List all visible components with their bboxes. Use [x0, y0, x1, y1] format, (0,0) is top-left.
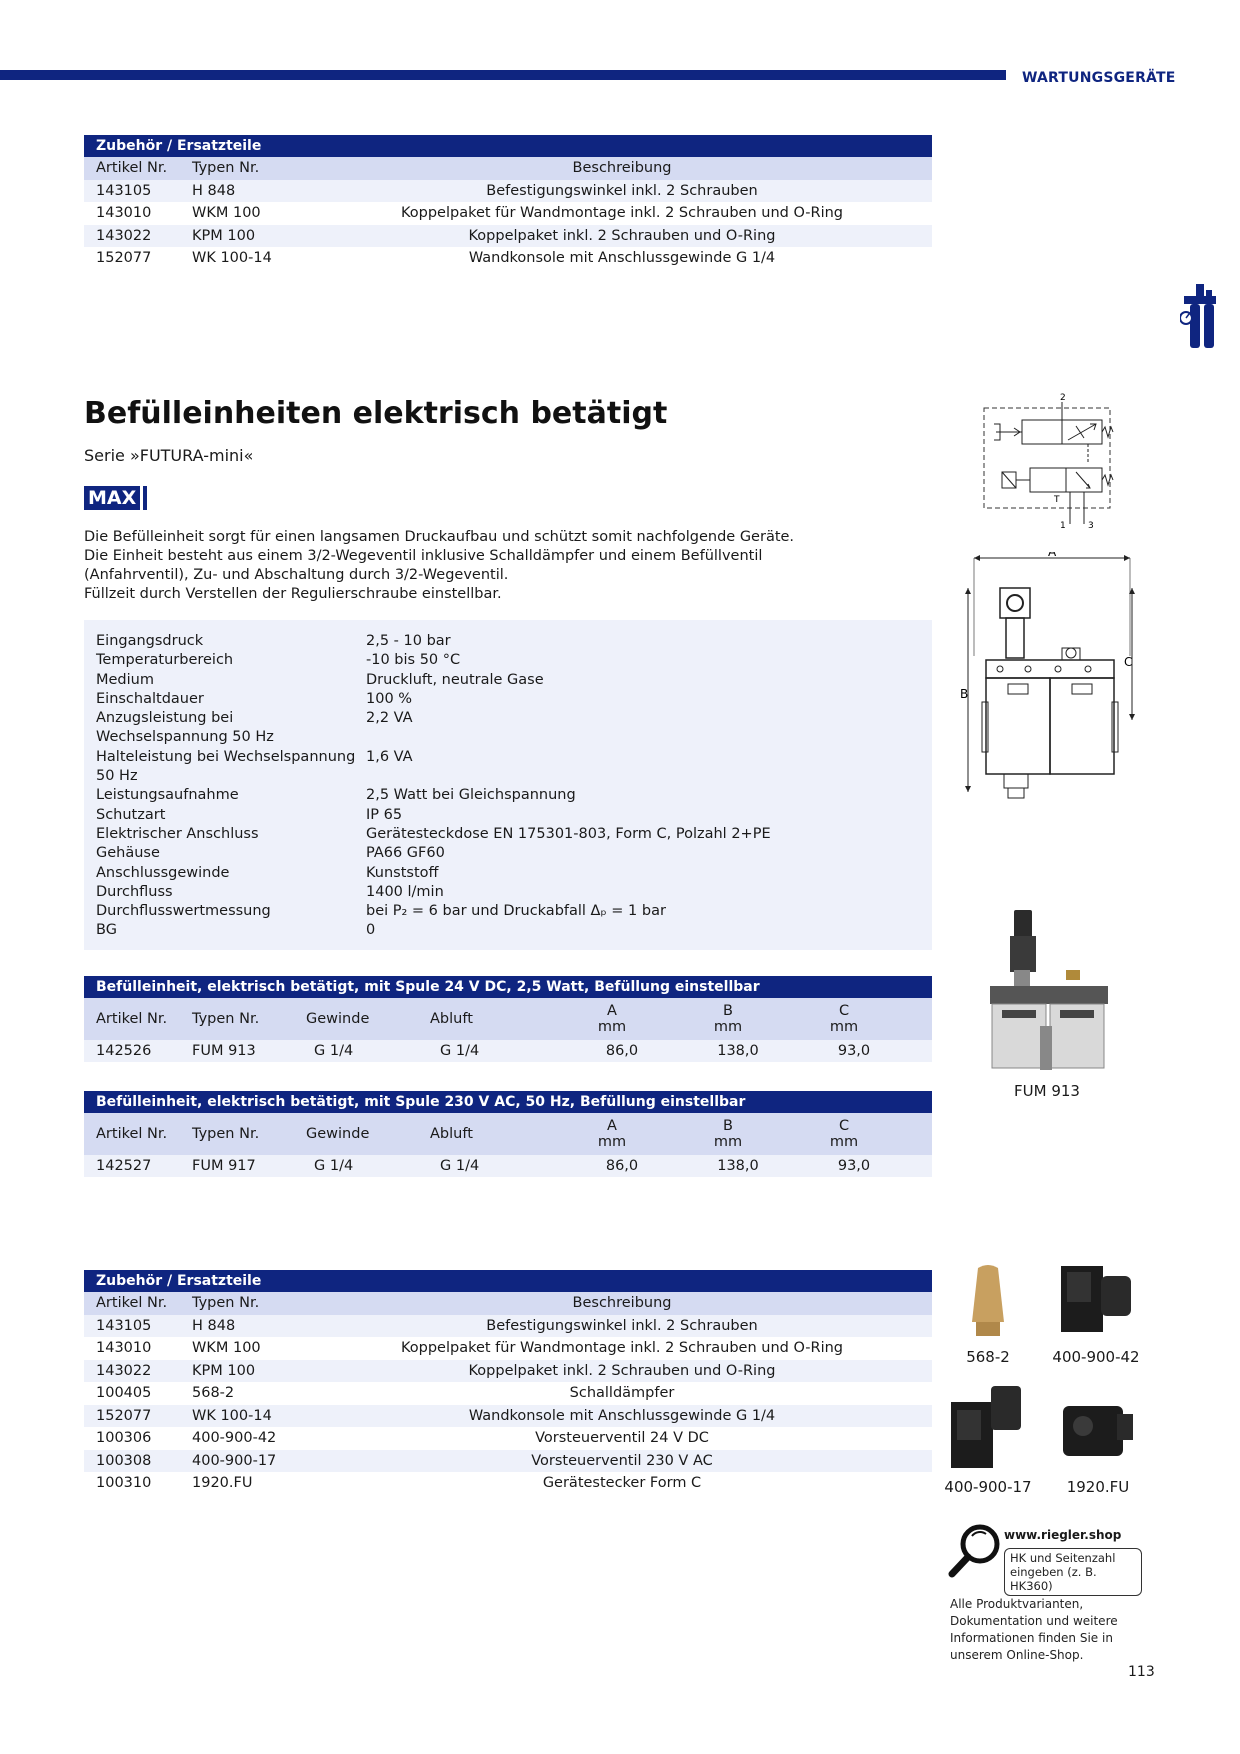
header-bar [0, 70, 1006, 80]
spec-value: 2,5 - 10 bar [366, 633, 451, 649]
spec-value: 2,2 VA [366, 710, 413, 727]
shop-hint-box: HK und Seitenzahl eingeben (z. B. HK360) [1004, 1548, 1142, 1596]
table-cell: Wandkonsole mit Anschlussgewinde G 1/4 [312, 247, 932, 270]
spec-value: 100 % [366, 690, 413, 707]
table-cell: 143022 [84, 225, 192, 248]
table-row [84, 1450, 932, 1473]
table-cell: H 848 [192, 180, 312, 203]
spec-value [366, 767, 932, 786]
table-cell: 143105 [84, 180, 192, 203]
accessories-table-top [84, 135, 932, 270]
table-row [84, 247, 932, 270]
column-header: Artikel Nr. [84, 157, 192, 180]
dim-label-a: A [1048, 552, 1057, 559]
spec-value: 1,6 VA [366, 748, 413, 765]
spec-table [84, 620, 932, 950]
table-row [84, 1382, 932, 1405]
table-cell: 100405 [84, 1382, 192, 1405]
table-header-row [84, 1292, 932, 1315]
spec-value: 1400 l/min [366, 883, 444, 900]
spec-key: Anzugsleistung bei [96, 710, 234, 727]
table-title: Zubehör / Ersatzteile [84, 1270, 932, 1292]
table-cell: WKM 100 [192, 202, 312, 225]
table-cell: Schalldämpfer [312, 1382, 932, 1405]
spec-key: Schutzart [96, 806, 166, 823]
table-cell: 100308 [84, 1450, 192, 1473]
spec-value: bei P₂ = 6 bar und Druckabfall Δₚ = 1 bar [366, 903, 666, 920]
spec-row [84, 767, 932, 786]
shop-link[interactable]: www.riegler.shop [1004, 1528, 1122, 1542]
table-cell: 400-900-42 [192, 1427, 312, 1450]
spec-key: Wechselspannung 50 Hz [96, 729, 274, 746]
product-photo-fum913 [980, 906, 1114, 1100]
pilot-valve-230v-image: 400-900-17 [938, 1382, 1038, 1496]
spec-row [84, 709, 932, 728]
spec-key: Gehäuse [96, 845, 160, 862]
spec-key: Medium [96, 671, 154, 688]
product-table-title: Befülleinheit, elektrisch betätigt, mit Spule 230 V AC, 50 Hz, Befüllung einstellbar [84, 1091, 932, 1113]
spec-key: Anschlussgewinde [96, 864, 230, 881]
dimension-drawing [960, 552, 1140, 806]
table-cell: Koppelpaket für Wandmontage inkl. 2 Schrauben und O-Ring [312, 1337, 932, 1360]
table-row [84, 1405, 932, 1428]
table-row [84, 1337, 932, 1360]
spec-row [84, 844, 932, 863]
plug-connector-image: 1920.FU [1048, 1392, 1148, 1496]
table-cell: Wandkonsole mit Anschlussgewinde G 1/4 [312, 1405, 932, 1428]
spec-key: Durchflusswertmessung [96, 903, 271, 920]
table-title: Zubehör / Ersatzteile [84, 135, 932, 157]
dim-label-b: B [960, 687, 969, 701]
section-label: WARTUNGSGERÄTE [1022, 70, 1176, 86]
spec-key: Temperaturbereich [96, 652, 234, 669]
intro-text: Die Befülleinheit sorgt für einen langsamen Druckaufbau und schützt somit nachfolgende Geräte. Die Einheit besteht aus einem 3/2-Wegeventil inklusive Schalldämpfer und einem Befüllventil (Anfahrventil), Zu- und Abschaltung durch 3/2-Wegeventil. Füllzeit durch Verstellen der Regulierschraube einstellbar. [84, 529, 795, 602]
spec-row [84, 651, 932, 670]
maintenance-unit-icon [1180, 282, 1220, 360]
spec-key: Einschaltdauer [96, 690, 204, 707]
spec-key: Eingangsdruck [96, 633, 204, 649]
spec-value: Kunststoff [366, 864, 439, 881]
table-row [84, 202, 932, 225]
table-cell: Koppelpaket inkl. 2 Schrauben und O-Ring [312, 1360, 932, 1383]
spec-value: IP 65 [366, 806, 403, 823]
table-cell: Koppelpaket für Wandmontage inkl. 2 Schrauben und O-Ring [312, 202, 932, 225]
spec-row [84, 632, 932, 651]
table-row [84, 180, 932, 203]
table-cell: Koppelpaket inkl. 2 Schrauben und O-Ring [312, 225, 932, 248]
spec-key: Durchfluss [96, 883, 173, 900]
table-cell: 400-900-17 [192, 1450, 312, 1473]
table-cell: 143010 [84, 202, 192, 225]
table-cell: WK 100-14 [192, 247, 312, 270]
spec-row [84, 728, 932, 747]
spec-key: BG [96, 922, 117, 939]
spec-row [84, 864, 932, 883]
table-cell: 100306 [84, 1427, 192, 1450]
table-cell: H 848 [192, 1315, 312, 1338]
series-label: Serie »FUTURA-mini« [84, 446, 254, 465]
product-table-title: Befülleinheit, elektrisch betätigt, mit Spule 24 V DC, 2,5 Watt, Befüllung einstellbar [84, 976, 932, 998]
product-table-header: Artikel Nr. Typen Nr. Gewinde Abluft A mm B mm C mm [84, 1113, 932, 1155]
table-row [84, 1360, 932, 1383]
spec-row [84, 806, 932, 825]
product-table-24v [84, 976, 932, 1062]
table-row: 142526 FUM 913 G 1/4 G 1/4 86,0 138,0 93,0 [84, 1040, 932, 1062]
max-badge [84, 486, 147, 510]
spec-value: 0 [366, 922, 376, 939]
column-header: Typen Nr. [192, 1292, 312, 1315]
table-cell: KPM 100 [192, 1360, 312, 1383]
table-cell: 568-2 [192, 1382, 312, 1405]
pneumatic-schematic [980, 392, 1114, 534]
table-cell: 143010 [84, 1337, 192, 1360]
table-row: 142527 FUM 917 G 1/4 G 1/4 86,0 138,0 93,0 [84, 1155, 932, 1177]
product-table-230v [84, 1091, 932, 1177]
table-row [84, 225, 932, 248]
table-cell: KPM 100 [192, 225, 312, 248]
product-caption: FUM 913 [1014, 1082, 1080, 1100]
port-label-3: 3 [1088, 521, 1094, 530]
spec-row [84, 921, 932, 940]
dim-label-c: C [1124, 655, 1133, 669]
spec-row [84, 748, 932, 767]
table-cell: Vorsteuerventil 24 V DC [312, 1427, 932, 1450]
table-row [84, 1427, 932, 1450]
table-row [84, 1472, 932, 1495]
spec-value: Druckluft, neutrale Gase [366, 671, 544, 688]
spec-row [84, 902, 932, 921]
table-cell: 152077 [84, 1405, 192, 1428]
table-row [84, 1315, 932, 1338]
column-header: Beschreibung [312, 1292, 932, 1315]
spec-row [84, 671, 932, 690]
column-header: Typen Nr. [192, 157, 312, 180]
spec-row [84, 883, 932, 902]
table-cell: Gerätestecker Form C [312, 1472, 932, 1495]
spec-row [84, 786, 932, 805]
spec-key: Halteleistung bei Wechselspannung [96, 748, 356, 765]
spec-value: Gerätesteckdose EN 175301-803, Form C, Polzahl 2+PE [366, 825, 771, 842]
spec-value: 2,5 Watt bei Gleichspannung [366, 787, 576, 804]
table-header-row [84, 157, 932, 180]
table-cell: 1920.FU [192, 1472, 312, 1495]
spec-key: Elektrischer Anschluss [96, 825, 259, 842]
table-cell: Befestigungswinkel inkl. 2 Schrauben [312, 1315, 932, 1338]
table-cell: 143105 [84, 1315, 192, 1338]
page-number: 113 [1128, 1664, 1155, 1680]
spec-value: -10 bis 50 °C [366, 652, 461, 669]
accessories-table-bottom [84, 1270, 932, 1495]
page-title: Befülleinheiten elektrisch betätigt [84, 396, 668, 431]
table-cell: WKM 100 [192, 1337, 312, 1360]
table-cell: 152077 [84, 247, 192, 270]
spec-key: 50 Hz [96, 768, 138, 785]
port-label-2: 2 [1060, 393, 1066, 403]
spec-value [366, 728, 932, 747]
table-cell: 100310 [84, 1472, 192, 1495]
product-table-header: Artikel Nr. Typen Nr. Gewinde Abluft A mm B mm C mm [84, 998, 932, 1040]
pilot-valve-24v-image: 400-900-42 [1046, 1262, 1146, 1366]
spec-row [84, 690, 932, 709]
table-cell: 143022 [84, 1360, 192, 1383]
table-cell: WK 100-14 [192, 1405, 312, 1428]
spec-row [84, 825, 932, 844]
shop-note: Alle Produktvarianten, Dokumentation und weitere Informationen finden Sie in unserem Online-Shop. [950, 1597, 1118, 1662]
port-label-t: T [1054, 495, 1060, 505]
column-header: Artikel Nr. [84, 1292, 192, 1315]
magnifier-icon [946, 1522, 1004, 1584]
port-label-1: 1 [1060, 521, 1066, 530]
silencer-image: 568-2 [948, 1262, 1028, 1366]
spec-value: PA66 GF60 [366, 845, 445, 862]
table-cell: Befestigungswinkel inkl. 2 Schrauben [312, 180, 932, 203]
spec-key: Leistungsaufnahme [96, 787, 239, 804]
column-header: Beschreibung [312, 157, 932, 180]
max-badge-label: MAX [84, 486, 140, 510]
table-cell: Vorsteuerventil 230 V AC [312, 1450, 932, 1473]
